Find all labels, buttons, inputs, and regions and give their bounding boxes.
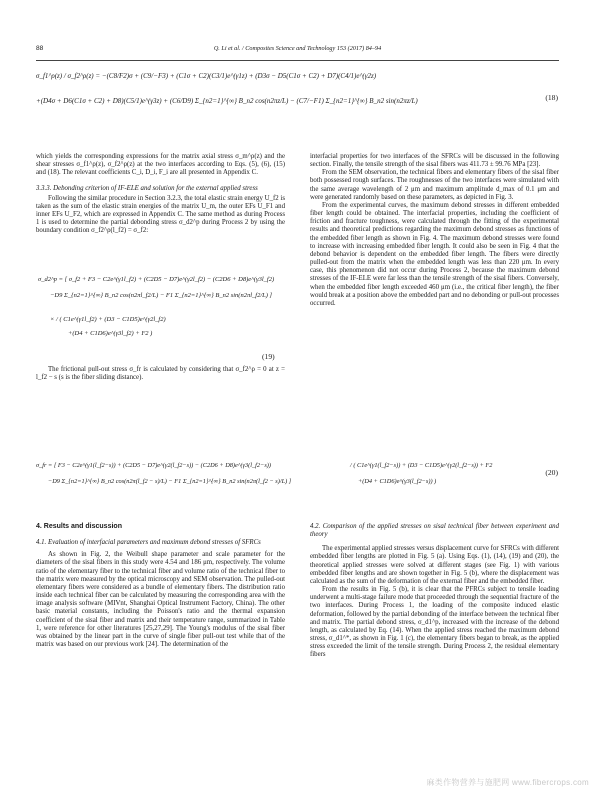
paragraph: The experimental applied stresses versus displacement curve for SFRCs with different embedded fiber lengths are plotted in Fig. 5 (a). Using Eqs. (1), (14), (19) and (20), the theoretical applied stresses were solved at different stages (see Fig. 1) with various embedded fiber lengths and are shown together in Fig. 5 (b), where the displacement was calculated as the sum of the deformation of the external fiber and the embedded fiber. (310, 545, 559, 585)
left-column-bottom (36, 523, 285, 649)
subsection-heading-3-3-3: 3.3.3. Debonding criterion of IF-ELE and solution for the external applied stress (36, 185, 258, 193)
equation-18-line-2: +(D4σ + D6(C1σ + C2) + D8)(C5/1)e^(γ3z) + (C6/D9) Σ_{n2=1}^{∞} B_n2 cos(n2πz/L) − (C7/−F1) Σ_{n2=1}^{∞} B_n2 sin(n2πz/L) (36, 97, 418, 105)
equation-19-line-4: +(D4 + C1D6)e^(γ3l_f2) + F2 ) (68, 330, 153, 337)
right-column-top (310, 153, 559, 308)
equation-19-line-3: × / ( C1e^(γ1l_f2) + (D3 − C1D5)e^(γ2l_f2) (50, 316, 166, 323)
journal-citation: Q. Li et al. / Composites Science and Technology 153 (2017) 84–94 (213, 45, 382, 52)
equation-20-line-1: σ_fr = [ F3 − C2e^(γ1(l_f2−s)) + (C2D5 − D7)e^(γ2(l_f2−s)) − (C2D6 + D8)e^(γ3(l_f2−s)) (36, 462, 271, 469)
paragraph: From the SEM observation, the technical fibers and elementary fibers of the sisal fiber both possessed rough surfaces. The roughnesses of the two interfaces were simulated with the same average wavelength of 2 μm and maximum amplitude d_max of 0.1 μm and were generated randomly based on these parameters, as depicted in Fig. 3. (310, 169, 559, 201)
paragraph: From the results in Fig. 5 (b), it is clear that the PFRCs subject to tensile loading underwent a multi-stage failure mode that proceeded through the sequential fracture of the two interfaces. During Process 1, the loading of the composite induced elastic deformation, followed by the partial debonding of the interface between the technical fiber and matrix. The partial debond stress, σ_d1^p, increased with the increase of the debond length, as calculated by Eq. (14). When the applied stress reached the maximum debond stress, σ_d1^*, as shown in Fig. 1 (c), the elementary fibers began to break, as the applied stress exceeded the limit of the tensile strength. During Process 2, the residual elementary fibers (310, 586, 559, 659)
equation-20-line-2: −D9 Σ_{n2=1}^{∞} B_n2 cos(n2π(l_f2 − s)/L) − F1 Σ_{n2=1}^{∞} B_n2 sin(n2π(l_f2 − s)/L) ] (48, 478, 292, 485)
header-rule (36, 60, 559, 61)
left-column-top (36, 153, 285, 235)
subsection-heading-4-1: 4.1. Evaluation of interfacial parameters and maximum debond stresses of SFRCs (36, 539, 261, 547)
paragraph: Following the similar procedure in Section 3.2.3, the total elastic strain energy U_f2 is taken as the sum of the elastic strain energies of the matrix U_m, the outer EFs U_F1 and inner EFs U_F2, which are expressed in Appendix C. The same method as during Process 1 is used to determine the partial debonding stress σ_d2^p during Process 2 by using the boundary condition σ_f2^ρ(l_f2) = σ_f2: (36, 194, 285, 235)
paragraph: From the experimental curves, the maximum debond stresses in different embedded fiber length could be obtained. The interfacial properties, including the coefficient of friction and fracture toughness, were calculated through the fitting of the experimental results and theoretical predictions regarding the maximum debond stresses as functions of the embedded fiber length as shown in Fig. 4. The maximum debond stresses were found to increase with increasing embedded fiber length. It could also be seen in Fig. 4 that the debond behavior is dependent on the embedded fiber length. The fibers were directly pulled-out from the matrix when the embedded length was less than 220 μm. In every case, this phenomenon did not occur during Process 2, because the maximum debond stresses of the IF-ELE were far less than the tensile strength of the sisal fibers. Conversely, when the embedded fiber length exceeded 460 μm (i.e., the critical fiber length), the fiber would break at a position above the embedded part and no debonding or pull-out processes occurred. (310, 201, 559, 307)
subsection-heading-4-2: 4.2. Comparison of the applied stresses on sisal technical fiber between experiment and theory (310, 523, 559, 539)
page-number: 88 (36, 45, 44, 52)
equation-18-number: (18) (545, 93, 558, 102)
equation-19-line-2: −D9 Σ_{n2=1}^{∞} B_n2 cos(n2πl_f2/L) − F1 Σ_{n2=1}^{∞} B_n2 sin(n2πl_f2/L) ] (50, 292, 273, 299)
paragraph: The frictional pull-out stress σ_fr is calculated by considering that σ_f2^ρ = 0 at z = l_f2 − s (s is the fiber sliding distance). (36, 366, 285, 382)
paragraph: As shown in Fig. 2, the Weibull shape parameter and scale parameter for the diameters of the sisal fibers in this study were 4.54 and 186 μm, respectively. The volume ratio of the elementary fiber to the technical fiber and volume ratio of the technical fiber to the matrix were measured by the optical microscopy and SEM observation. The pulled-out elementary fibers were considered as a bundle of elementary fibers. The distribution ratio inside each technical fiber can be calculated by measuring the corresponding area with the image analysis software (MIVnt, Shanghai Optical Instrument Factory, China). The other basic material constants, including the Poisson's ratio and the thermal expansion coefficient of the sisal fiber and matrix and their temperature range, summarized in Table 1, were reference for other literatures [25,27,29]. The Young's modulus of the sisal fiber was obtained by the linear part in the curve of single fiber pull-out test while that of the matrix was based on our previous work [24]. The determination of the (36, 551, 285, 649)
equation-19-number: (19) (262, 352, 275, 361)
equation-20-denominator-1: / ( C1e^(γ1(l_f2−s)) + (D3 − C1D5)e^(γ2(l_f2−s)) + F2 (350, 462, 493, 469)
paragraph: which yields the corresponding expressions for the matrix axial stress σ_m^ρ(z) and the shear stresses σ_f1^ρ(z), σ_f2^ρ(z) at the two interfaces according to Eqs. (5), (6), (15) and (18). The relevant coefficients C_i, D_i, F_i are all presented in Appendix C. (36, 153, 285, 177)
equation-20-number: (20) (545, 468, 558, 477)
equation-18-line-1: σ_f1^ρ(z) / σ_f2^ρ(z) = −(C8/F2)σ + (C9/−F3) + (C1σ + C2)(C3/1)e^(γ1z) + (D3σ − D5(C1σ + C2) + D7)(C4/1)e^(γ2z) (36, 72, 377, 80)
section-heading-4: 4. Results and discussion (36, 523, 122, 530)
running-header (36, 45, 559, 57)
equation-19-line-1: σ_d2^p = [ σ_f2 + F3 − C2e^(γ1l_f2) + (C2D5 − D7)e^(γ2l_f2) − (C2D6 + D8)e^(γ3l_f2) (38, 276, 275, 283)
equation-20-denominator-2: +(D4 + C1D6)e^(γ3(l_f2−s)) ) (358, 478, 437, 485)
left-column-after-eq19 (36, 366, 285, 382)
paragraph: interfacial properties for two interfaces of the SFRCs will be discussed in the following section. Finally, the tensile strength of the sisal fibers was 411.73 ± 99.76 MPa [23]. (310, 153, 559, 169)
right-column-bottom (310, 523, 559, 660)
watermark: 麻类作物营养与施肥网 www.fibercrops.com (426, 778, 589, 787)
